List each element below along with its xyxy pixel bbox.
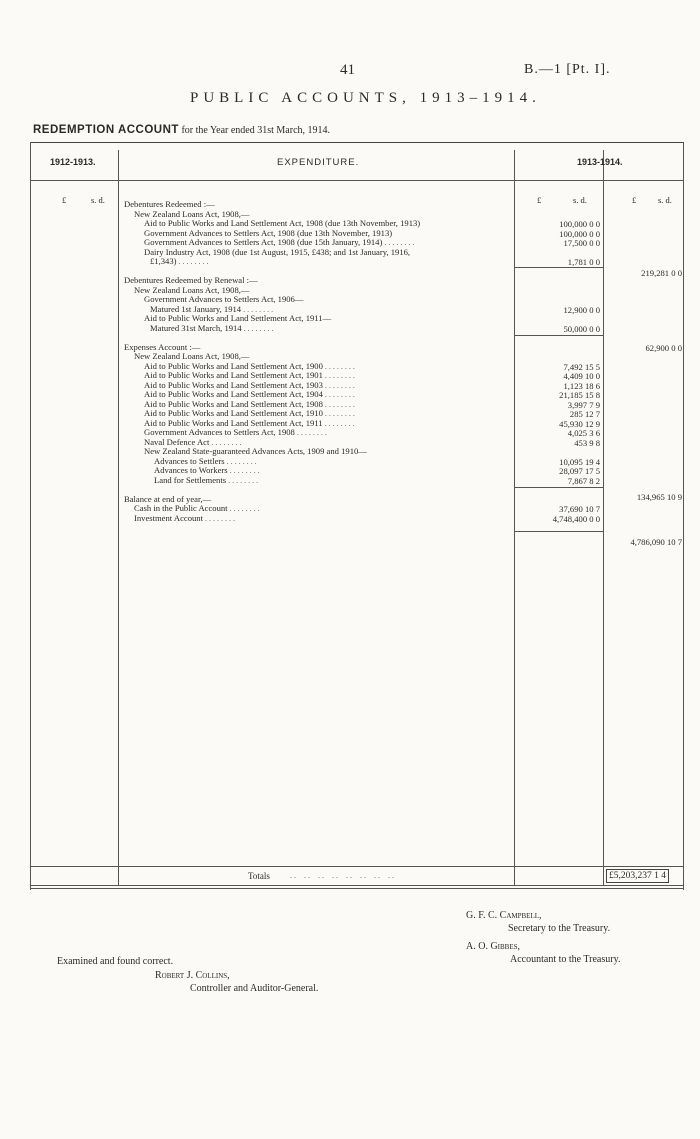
dot-leader: . . . . . . . . <box>322 399 355 409</box>
expenditure-line: Dairy Industry Act, 1908 (due 1st August, 1915, £438; and 1st January, 1916, <box>144 246 411 257</box>
total-sd-unit: s. d. <box>658 195 672 205</box>
expenditure-line: Government Advances to Settlers Act, 1908 (due 13th November, 1913) <box>144 227 393 238</box>
expenditure-line: Land for Settlements . . . . . . . . <box>154 474 259 485</box>
grand-total: £5,203,237 1 4 <box>606 869 669 883</box>
this-year-header: 1913-1914. <box>577 157 623 167</box>
expenditure-line: Matured 1st January, 1914 . . . . . . . . <box>150 303 274 314</box>
expenditure-line: Aid to Public Works and Land Settlement Act, 1908 . . . . . . . . <box>144 398 355 409</box>
column-divider <box>118 150 119 885</box>
prev-pound-unit: £ <box>62 195 67 205</box>
expenditure-line: Aid to Public Works and Land Settlement Act, 1900 . . . . . . . . <box>144 360 355 371</box>
prev-year-header: 1912-1913. <box>50 157 96 167</box>
dot-leader: . . . . . . . . <box>322 390 355 399</box>
secretary-name: G. F. C. Campbell, <box>466 910 542 921</box>
item-amount: 50,000 0 0 <box>563 323 600 334</box>
expenditure-line: Advances to Workers . . . . . . . . <box>154 465 260 475</box>
group-rule <box>514 531 603 532</box>
account-name: REDEMPTION ACCOUNT <box>33 124 179 136</box>
dot-leader: . . . . . . . . <box>322 380 355 390</box>
dot-leader: . . . . . . . . <box>241 304 274 314</box>
totals-leader: . . . . . . . . . . . . . . . . <box>290 871 394 880</box>
table-right-border <box>683 142 684 890</box>
auditor-title: Controller and Auditor-General. <box>190 983 319 994</box>
expenditure-line: Aid to Public Works and Land Settlement Act, 1911 . . . . . . . . <box>144 417 355 428</box>
dot-leader: . . . . . . . . <box>227 466 260 475</box>
expenditure-line: Government Advances to Settlers Act, 1906— <box>144 294 304 304</box>
item-amount: 45,930 12 9 <box>559 418 600 429</box>
column-divider <box>514 150 515 885</box>
expenditure-line: Aid to Public Works and Land Settlement Act, 1908 (due 13th November, 1913) <box>144 218 421 228</box>
item-amount: 7,492 15 5 <box>563 361 600 372</box>
dot-leader: . . . . . . . . <box>226 475 259 485</box>
dot-leader: . . . . . . . . <box>241 323 274 333</box>
expenditure-line: Investment Account . . . . . . . . <box>134 512 235 523</box>
dot-leader: . . . . . . . . <box>322 361 355 371</box>
item-amount: 453 9 8 <box>574 437 600 448</box>
item-amount: 285 12 7 <box>569 409 600 419</box>
expenditure-line: Aid to Public Works and Land Settlement Act, 1904 . . . . . . . . <box>144 389 355 399</box>
expenditure-line: New Zealand Loans Act, 1908,— <box>134 351 250 361</box>
expenditure-line: Balance at end of year,— <box>124 493 212 504</box>
item-amount: 3,997 7 9 <box>567 399 600 410</box>
dot-leader: . . . . . . . . <box>202 513 235 523</box>
document-reference: B.—1 [Pt. I]. <box>524 62 611 77</box>
totals-label: Totals <box>248 871 270 881</box>
item-pound-unit: £ <box>537 195 542 205</box>
item-amount: 7,867 8 2 <box>567 475 600 486</box>
page-number: 41 <box>340 62 355 78</box>
expenditure-line: Aid to Public Works and Land Settlement Act, 1910 . . . . . . . . <box>144 408 355 418</box>
item-amount: 4,409 10 0 <box>563 371 600 381</box>
bottom-rule-double <box>30 888 683 889</box>
expenditure-line: Debentures Redeemed :— <box>124 199 215 209</box>
expenditure-line: Advances to Settlers . . . . . . . . <box>154 455 257 466</box>
account-heading <box>33 124 330 136</box>
item-amount: 37,690 10 7 <box>559 504 600 514</box>
subtotal-amount: 62,900 0 0 <box>645 342 682 353</box>
header-rule <box>30 180 683 181</box>
expenditure-line: New Zealand Loans Act, 1908,— <box>134 284 250 295</box>
secretary-title: Secretary to the Treasury. <box>508 923 611 934</box>
dot-leader: . . . . . . . . <box>294 428 327 437</box>
expenditure-line: Debentures Redeemed by Renewal :— <box>124 275 258 285</box>
expenditure-line: Aid to Public Works and Land Settlement Act, 1911— <box>144 313 332 323</box>
item-amount: 4,025 3 6 <box>567 428 600 438</box>
item-sd-unit: s. d. <box>573 195 587 205</box>
prev-sd-unit: s. d. <box>91 195 105 205</box>
item-amount: 21,185 15 8 <box>559 390 600 400</box>
table-left-border <box>30 142 31 890</box>
group-rule <box>514 335 603 336</box>
dot-leader: . . . . . . . . <box>227 504 260 513</box>
expenditure-line: Cash in the Public Account . . . . . . . . <box>134 503 260 513</box>
group-rule <box>514 267 603 268</box>
group-rule <box>514 487 603 488</box>
item-amount: 100,000 0 0 <box>559 219 600 229</box>
expenditure-lines <box>124 200 420 523</box>
dot-leader: . . . . . . . . <box>224 456 257 466</box>
dot-leader: . . . . . . . . <box>322 409 355 418</box>
expenditure-header: EXPENDITURE. <box>277 157 360 168</box>
expenditure-line: New Zealand Loans Act, 1908,— <box>134 208 250 219</box>
item-amount: 17,500 0 0 <box>563 238 600 248</box>
dot-leader: . . . . . . . . <box>322 371 355 380</box>
item-amount: 28,097 17 5 <box>559 466 600 476</box>
dot-leader: . . . . . . . . <box>176 257 209 266</box>
accountant-title: Accountant to the Treasury. <box>510 954 621 965</box>
item-amount: 100,000 0 0 <box>559 228 600 239</box>
dot-leader: . . . . . . . . <box>322 418 355 428</box>
accountant-name: A. O. Gibbes, <box>466 941 521 952</box>
subtotal-amount: 4,786,090 10 7 <box>630 537 682 548</box>
expenditure-line: New Zealand State-guaranteed Advances Acts, 1909 and 1910— <box>144 446 367 456</box>
item-amount: 4,748,400 0 0 <box>552 513 600 524</box>
expenditure-line: Matured 31st March, 1914 . . . . . . . . <box>150 322 274 333</box>
expenditure-line: Aid to Public Works and Land Settlement Act, 1901 . . . . . . . . <box>144 370 355 380</box>
subtotal-amount: 134,965 10 9 <box>636 491 682 502</box>
item-amount: 12,900 0 0 <box>563 304 600 315</box>
expenditure-line: Expenses Account :— <box>124 341 201 352</box>
page-title: PUBLIC ACCOUNTS, 1913–1914. <box>190 90 541 106</box>
account-subtitle: for the Year ended 31st March, 1914. <box>181 125 331 136</box>
subtotal-amount: 219,281 0 0 <box>641 268 682 279</box>
expenditure-line: Government Advances to Settlers Act, 1908 (due 15th January, 1914) . . . . . . . . <box>144 237 415 247</box>
examined-note: Examined and found correct. <box>57 956 174 967</box>
expenditure-line: £1,343) . . . . . . . . <box>150 256 209 266</box>
dot-leader: . . . . . . . . <box>382 238 415 247</box>
dot-leader: . . . . . . . . <box>209 437 242 447</box>
totals-rule <box>30 866 683 867</box>
column-divider <box>603 150 604 885</box>
expenditure-line: Naval Defence Act . . . . . . . . <box>144 436 242 447</box>
expenditure-line: Government Advances to Settlers Act, 1908 . . . . . . . . <box>144 427 327 437</box>
expenditure-line: Aid to Public Works and Land Settlement Act, 1903 . . . . . . . . <box>144 379 355 390</box>
auditor-name: Robert J. Collins, <box>155 970 230 981</box>
item-amount: 1,781 0 0 <box>567 257 600 267</box>
total-pound-unit: £ <box>632 195 637 205</box>
item-amount: 10,095 19 4 <box>559 456 600 467</box>
item-amount: 1,123 18 6 <box>563 380 600 391</box>
bottom-rule <box>30 885 683 886</box>
